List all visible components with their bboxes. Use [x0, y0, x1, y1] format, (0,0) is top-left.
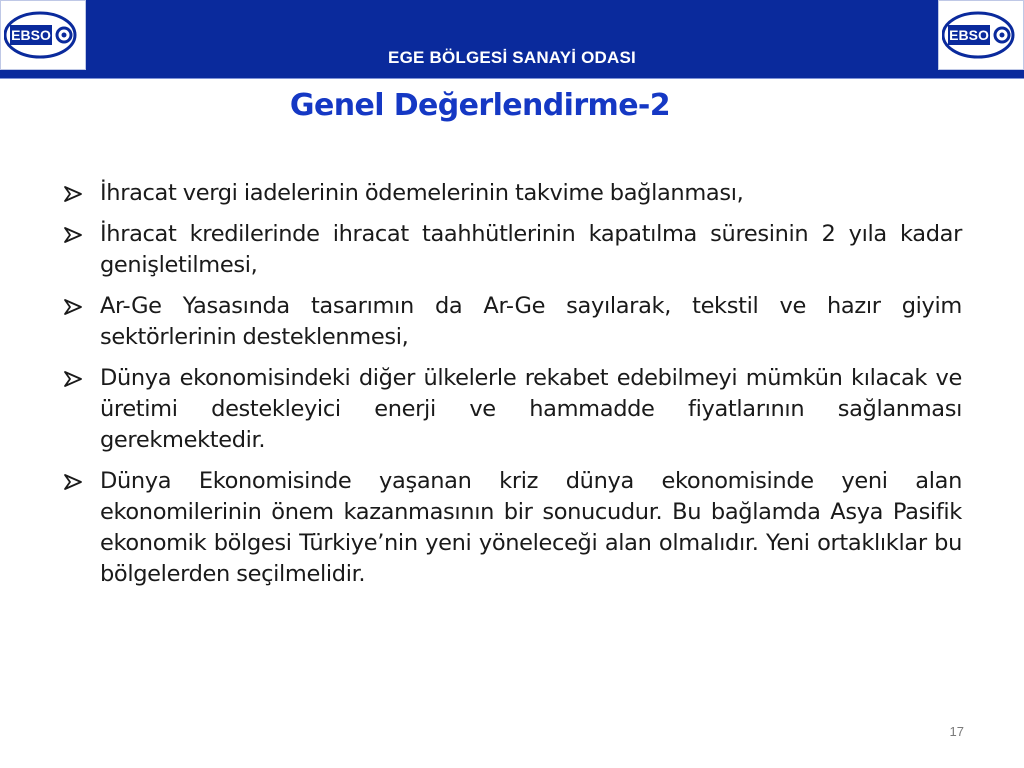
bullet-text: Dünya ekonomisindeki diğer ülkelerle rekabet edebilmeyi mümkün kılacak ve üretimi destekleyici enerji ve hammadde fiyatlarının sağlanması gerekmektedir. [100, 365, 962, 453]
svg-text:EBSO: EBSO [949, 27, 989, 43]
arrow-bullet-icon [62, 185, 84, 203]
arrow-bullet-icon [62, 298, 84, 316]
ebso-logo-right [938, 0, 1024, 70]
arrow-bullet-icon [62, 473, 84, 491]
bullet-text: İhracat vergi iadelerinin ödemelerinin takvime bağlanması, [100, 180, 744, 206]
arrow-bullet-icon [62, 226, 84, 244]
bullet-text: Dünya Ekonomisinde yaşanan kriz dünya ekonomisinde yeni alan ekonomilerinin önem kazanmasının bir sonucudur. Bu bağlamda Asya Pasifik ekonomik bölgesi Türkiye’nin yeni yöneleceği alan olmalıdır. Yeni ortaklıklar bu bölgelerden seçilmelidir. [100, 468, 962, 587]
slide-title: Genel Değerlendirme-2 [289, 88, 671, 123]
bullet-item [62, 363, 962, 456]
bullet-item [62, 178, 962, 209]
bullet-item [62, 291, 962, 353]
bullet-item [62, 219, 962, 281]
page-number: 17 [949, 724, 964, 739]
bullet-text: Ar-Ge Yasasında tasarımın da Ar-Ge sayılarak, tekstil ve hazır giyim sektörlerinin desteklenmesi, [100, 293, 962, 350]
bullet-item [62, 466, 962, 590]
bullet-text: İhracat kredilerinde ihracat taahhütlerinin kapatılma süresinin 2 yıla kadar genişletilmesi, [100, 221, 962, 278]
bullet-list [62, 178, 962, 600]
arrow-bullet-icon [62, 370, 84, 388]
svg-text:EBSO: EBSO [11, 27, 51, 43]
ebso-logo-icon [942, 10, 1020, 60]
header-band [0, 0, 1024, 79]
organization-title: EGE BÖLGESİ SANAYİ ODASI [388, 48, 636, 67]
